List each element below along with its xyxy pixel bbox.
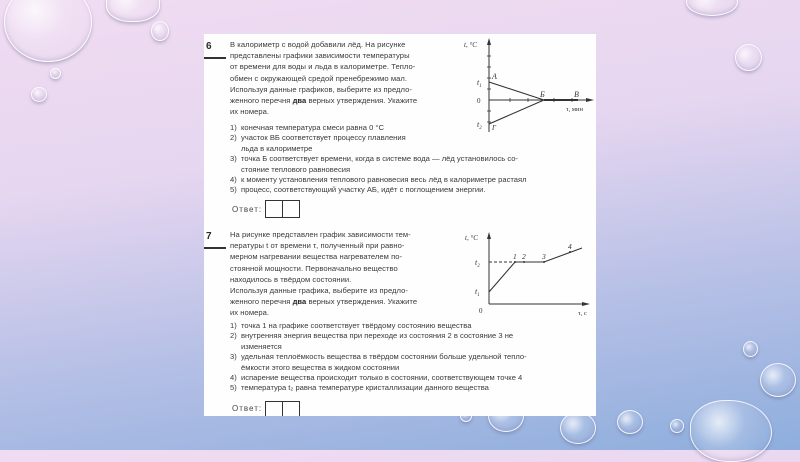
point-g-label: Г: [492, 124, 496, 132]
water-drop-decoration: [4, 0, 92, 62]
y-axis-label: t, °C: [464, 41, 477, 49]
statement-line: Используя данные графика, выберите из предло-: [230, 286, 408, 296]
worksheet-page: [204, 34, 596, 416]
option-text: точка Б соответствует времени, когда в системе вода — лёд установилось со- стояние теплового равновесия: [241, 154, 518, 174]
task-number-underline: [204, 57, 226, 59]
option-text: процесс, соответствующий участку АБ, идёт с поглощением энергии.: [241, 185, 486, 195]
water-drop-decoration: [735, 44, 762, 71]
answer-box-2[interactable]: [282, 401, 300, 416]
x-axis-arrow: [582, 302, 590, 306]
option-text: удельная теплоёмкость вещества в твёрдом состоянии больше удельной тепло- ёмкости этого вещества в жидком состоянии: [241, 352, 527, 372]
statement-text: верных утверждения. Укажите: [306, 297, 418, 307]
option-3: [230, 352, 598, 373]
statement-line: стоянной мощности. Первоначально вещество: [230, 263, 398, 273]
t1-label: $t_1$: [477, 78, 482, 89]
option-text: точка 1 на графике соответствует твёрдому состоянию вещества: [241, 321, 472, 330]
option-2: [230, 331, 598, 352]
statement-line: их номера.: [230, 107, 270, 117]
x-axis-label: τ, с: [578, 310, 587, 317]
option-number: 1): [230, 123, 237, 132]
statement-line: их номера.: [230, 308, 270, 318]
x-axis-label: τ, мин: [566, 106, 583, 113]
task-number-underline: [204, 247, 226, 249]
statement-line: мерном нагревании вещества нагревателем по-: [230, 252, 403, 262]
answer-box-1[interactable]: [265, 200, 283, 218]
water-drop-decoration: [617, 410, 643, 434]
answer-options: [230, 321, 598, 394]
option-number: 1): [230, 321, 237, 330]
t2-label: $t_2$: [477, 120, 482, 131]
origin-label: 0: [479, 307, 483, 315]
point-a-label: А: [492, 72, 497, 81]
option-text: внутренняя энергия вещества при переходе из состояния 2 в состояние 3 не изменяется: [241, 331, 514, 351]
water-drop-decoration: [31, 87, 47, 102]
x-axis-arrow: [586, 98, 594, 102]
graph-temperature-water-ice: [462, 34, 596, 134]
statement-line: от времени для воды и льда в калориметре. Тепло-: [230, 62, 416, 72]
y-axis-arrow: [487, 232, 491, 239]
statement-bold: два: [292, 96, 307, 106]
option-number: 4): [230, 373, 237, 383]
point-b-label: Б: [540, 90, 545, 99]
option-text: температура t₂ равна температуре кристаллизации данного вещества: [241, 383, 489, 393]
statement-line: представлены графики зависимости температуры: [230, 51, 410, 61]
water-drop-decoration: [690, 400, 772, 462]
statement-line: Используя данные графиков, выберите из предло-: [230, 84, 412, 94]
water-drop-decoration: [151, 21, 169, 41]
statement-text: женного перечня: [230, 96, 293, 106]
option-number: 2): [230, 133, 237, 143]
segment-ab-water: [489, 82, 544, 100]
option-1: [230, 321, 598, 331]
option-2: [230, 133, 596, 154]
t2-label: $t_2$: [475, 258, 480, 269]
t1-label: $t_1$: [475, 287, 480, 298]
option-text: испарение вещества происходит только в состоянии, соответствующем точке 4: [241, 373, 523, 383]
option-number: 3): [230, 154, 237, 164]
option-5: [230, 185, 596, 195]
task-statement: [230, 39, 482, 117]
answer-label: Ответ:: [232, 404, 263, 413]
option-number: 4): [230, 175, 237, 185]
water-drop-decoration: [670, 419, 684, 433]
option-number: 5): [230, 185, 237, 195]
point-v-label: В: [574, 90, 579, 99]
answer-label: Ответ:: [232, 204, 263, 214]
option-4: [230, 175, 596, 185]
graph-heating-substance: [462, 226, 596, 318]
point-3-label: 3: [542, 252, 546, 261]
statement-line: В калориметр с водой добавили лёд. На рисунке: [230, 40, 406, 49]
statement-line: обмен с окружающей средой пренебрежимо мал.: [230, 73, 408, 83]
option-number: 5): [230, 383, 237, 393]
task-statement: [230, 229, 482, 319]
y-axis-label: t, °C: [465, 234, 478, 242]
statement-line: На рисунке представлен график зависимости тем-: [230, 230, 411, 239]
water-drop-decoration: [760, 363, 796, 397]
task-number: 7: [206, 231, 212, 242]
option-5: [230, 383, 598, 393]
segment-gb-ice: [489, 100, 544, 124]
statement-line: [230, 296, 482, 307]
option-number: 2): [230, 331, 237, 341]
water-drop-decoration: [560, 412, 596, 444]
statement-bold: два: [292, 297, 307, 307]
heating-curve: [489, 248, 582, 292]
statement-line: пературы t от времени τ, полученный при равно-: [230, 241, 405, 251]
point-1-label: 1: [513, 252, 517, 261]
answer-row: [232, 200, 300, 218]
option-4: [230, 373, 598, 383]
statement-text: женного перечня: [230, 297, 293, 307]
water-drop-decoration: [50, 68, 61, 79]
option-number: 3): [230, 352, 237, 362]
y-axis-arrow: [487, 38, 491, 45]
origin-label: 0: [477, 97, 481, 105]
answer-row: [232, 401, 300, 416]
option-text: конечная температура смеси равна 0 °C: [241, 123, 384, 132]
answer-box-2[interactable]: [282, 200, 300, 218]
point-2-label: 2: [522, 252, 526, 261]
statement-text: верных утверждения. Укажите: [306, 96, 418, 106]
option-text: участок ВБ соответствует процессу плавления льда в калориметре: [241, 133, 406, 153]
answer-box-1[interactable]: [265, 401, 283, 416]
statement-line: [230, 95, 482, 106]
water-drop-decoration: [106, 0, 160, 22]
point-4-label: 4: [568, 242, 572, 251]
option-1: [230, 123, 596, 133]
statement-line: находилось в твёрдом состоянии.: [230, 274, 352, 284]
task-number: 6: [206, 41, 212, 52]
option-3: [230, 154, 596, 175]
water-drop-decoration: [686, 0, 738, 16]
option-text: к моменту установления теплового равновесия весь лёд в калориметре растаял: [241, 175, 527, 185]
water-drop-decoration: [743, 341, 758, 357]
answer-options: [230, 123, 596, 196]
